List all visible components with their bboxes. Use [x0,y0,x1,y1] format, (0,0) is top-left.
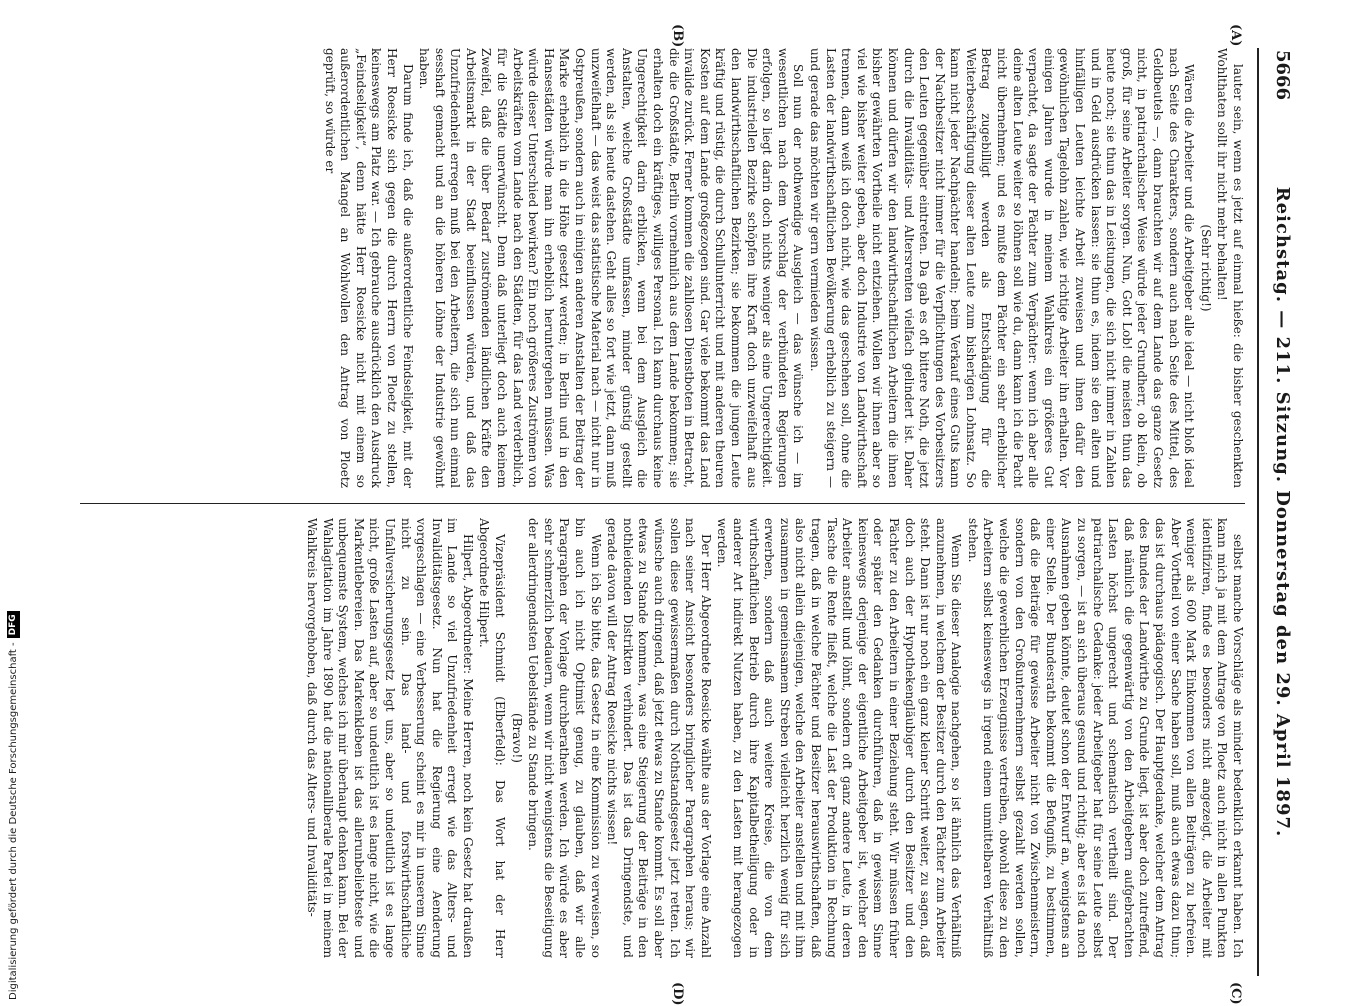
right-paragraph: Der Herr Abgeordnete Roesicke wählte aus der Vorlage eine Anzahl nach seiner Ansicht besonders bringlicher Paragraphen heraus; wir sollen diese gewissermaßen durch Nothstandsgesetz jetzt retten. Ich wünsche auch dringend, daß jetzt etwas zu Stande kommt. Es soll aber etwas zu Stande kommen, was eine Steigerung der Beiträge in den nothleidenden Distrikten verhindert. Das ist das Dringendste, und gerade davon will der Antrag Roesicke nichts wissen! [605,518,713,958]
header-rule [1257,48,1259,976]
newspaper-page [69,24,1301,1006]
dfg-logo: DFG [7,611,20,638]
page-title: Reichstag. — 211. Sitzung. Donnerstag den 29. April 1897. [1272,186,1293,838]
right-paragraph: selbst manche Vorschläge als minder bedenklich erkannt haben. Ich kann mich ja mit dem Antrage von Ploetz auch nicht in allen Punkten identifiziren, finde es besonders nicht angezeigt, die Arbeiter mit weniger als 600 Mark Einkommen von allen Beiträgen zu befreien. Aber Vortheil von einer Sache haben soll, muß auch etwas dazu thun; das ist durchaus pädagogisch. Der Hauptgedanke, welcher dem Antrag des Bundes der Landwirthe zu Grunde liegt, ist aber doch zutreffend, daß nämlich die gegenwärtig von den Arbeitgebern aufgebrachten Lasten höchst ungerecht und schematisch vertheilt sind. Der patriarchalische Gedanke: jeder Arbeitgeber hat für seine Leute selbst zu sorgen, — ist an sich überaus gesund und richtig; aber es ist da noch Ausnahmen geben könnte, deutet schon der Entwurf an, wenigstens an einer Stelle. Der Bundesrath bekommt die Befugniß, zu bestimmen, daß die Beiträge für gewisse Arbeiter nicht von Zwischenmeistern, sondern von den Großunternehmern selbst gezahlt werden sollen, welche die gewerblichen Erzeugnisse vertreiben, obwohl diese zu den Arbeitern selbst keineswegs in irgend einem unmittelbaren Verhältniß stehen. [965,518,1245,958]
right-paragraph: Wenn Sie dieser Analogie nachgehen, so ist ähnlich das Verhältniß anzunehmen, in welchem der Besitzer durch den Pächter zum Arbeiter steht. Dann ist nur noch ein ganz kleiner Schritt weiter, zu sagen, daß doch auch der Hypothekengläubiger durch den Besitzer und den Pächter zu den Arbeitern in einer Beziehung steht. Wir müssen früher oder später den Gedanken durchführen, daß in gewissem Sinne keineswegs derjenige der eigentliche Arbeitgeber ist, welcher den Arbeiter anstellt und löhnt, sondern oft ganz andere Leute, in deren Tasche die Rente fließt, welche die Last der Produktion in Rechnung tragen, daß in welche Pächter und Besitzer herauswirthschaften, daß also nicht allein diejenigen, welche den Arbeiter anstellen und mit ihm zusammen in gemeinsamem Streben vielleicht herzlich wenig für sich erwerben, sondern daß auch weitere Kreise, die von dem wirthschaftlichen Betrieb durch ihre Kapitalbetheiligung oder in anderer Art indirekt Nutzen haben, zu den Lasten mit herangezogen werden. [715,518,964,958]
right-interjection: (Bravo!) [509,713,524,763]
left-paragraph: lauter sein, wenn es jetzt auf einmal hieße: die bisher geschenkten Wohlthaten sollt ihr nicht mehr behalten! [1215,48,1245,488]
margin-marker-d: (D) [670,982,685,1006]
page-number: 5666 [1272,50,1293,101]
right-paragraph: Vizepräsident Schmidt (Elberfeld): Das Wort hat der Herr Abgeordnete Hilpert. [477,518,508,958]
margin-marker-c: (C) [1228,982,1243,1005]
right-column [75,518,1245,958]
left-interjection: (Sehr richtig!) [1198,224,1213,312]
page-header [1259,48,1301,976]
left-paragraph: Wären die Arbeiter und die Arbeitgeber alle ideal — nicht bloß ideal nach Seite des Charakters, sondern auch nach Seite des Mittel, des Geldbeutels —, dann brauchten wir auf dem Lande das ganze Gesetz nicht, in patriarchalischer Weise würde jeder Grundherr, ob klein, ob groß, für seine Arbeiter sorgen. Nun, Gott Lob! die meisten thun das heute noch; sie thun das in Leistungen, die sich nicht immer in Zahlen und in Geld ausdrücken lassen: sie thun es, indem sie den alten und hinfälligen Leuten leichte Arbeit zuweisen und ihnen dafür den gewöhnlichen Tagelohn zahlen, wie richtige Arbeiter ihn erhalten. Vor einigen Jahren wurde in meinem Wahlkreis ein größeres Gut verpachtet, da sagte der Pächter zum Verpächter: wenn ich aber alle deine alten Leute weiter so löhnen soll wie du, dann kann ich die Pacht nicht übernehmen; und es mußte dem Pächter ein sehr erheblicher Betrag zugebilligt werden als Entschädigung für die Weiterbeschäftigung dieser alten Leute zum bisherigen Lohnsatz. So kann nicht jeder Nachpächter handeln; beim Verkauf eines Guts kann der Nachbesitzer nicht immer für die Verpflichtungen des Vorbesitzers den Leuten gegenüber eintreten. Da gab es oft bittere Noth, die jetzt durch die Invaliditäts- und Altersrenten vielfach gelindert ist. Daher können und dürfen wir den landwirthschaftlichen Arbeitern die ihnen bisher gewährten Vortheile nicht entziehen. Wollen wir ihnen aber so viel wie bisher weiter geben, aber doch Industrie von Landwirthschaft trennen, dann weiß ich doch nicht, wie das geschehen soll, ohne die Lasten der landwirthschaftlichen Bevölkerung erheblich zu steigern — und gerade das möchten wir gern vermieden wissen. [807,48,1197,488]
right-paragraph: Hilpert, Abgeordneter: Meine Herren, noch kein Gesetz hat draußen im Lande so viel Unzufriedenheit erregt wie das Alters- und Invaliditätsgesetz. Nun hat die Regierung eine Aenderung vorgeschlagen — eine Verbesserung scheint es mir in unserem Sinne nicht zu sein. Das land- und forstwirthschaftliche Unfallversicherungsgesetz legt uns, aber so undeutlich ist es lange nicht, große Lasten auf, aber so undeutlich ist es lange nicht, wie die Markentlebereien. Das Markenkleben ist das allerunbeliebteste und unbequemste System, welches ich mir überhaupt denken kann. Bei der Wahlagitation im Jahre 1890 hat die nationalliberale Partei in meinem Wahlkreis hervorgehoben, daß durch das Alters- und Invaliditäts- [304,518,475,958]
column-divider [80,503,1245,504]
left-paragraph: Darum finde ich, daß die außerordentliche Feindseligkeit, mit der Herr Roesicke sich gegen die durch Herrn von Ploetz zu stellen, keineswegs am Platz war. — Ich gebrauche ausdrücklich den Ausdruck „Feindseligkeit“, denn hätte Herr Roesicke nicht mit einem so außerordentlichen Mangel an Wohlwollen den Antrag von Ploetz geprüft, so würde er [322,48,415,488]
credit-text: Digitalisierung gefördert durch die Deutsche Forschungsgemeinschaft - [7,642,19,1000]
right-paragraph: Wenn ich Sie bitte, das Gesetz in eine Kommission zu verweisen, so bin auch ich nicht Optimist genug, zu glauben, daß wir alle Paragraphen der Vorlage durchberathen werden. Ich würde es aber sehr schmerzlich bedauern, wenn wir nicht wenigstens die Beseitigung der allerdringendsten Uebelstände zu Stande bringen. [526,518,603,958]
left-paragraph: Soll nun der nothwendige Ausgleich — das wünsche ich — im wesentlichen nach dem Vorschlag der verbündeten Regierungen erfolgen, so liegt darin doch nichts weniger als eine Ungerechtigkeit. Die industriellen Bezirke schöpfen ihre Kraft doch unzweifelhaft aus den landwirthschaftlichen Bezirken; sie bekommen die jungen Leute kräftig und rüstig, die durch Schullunterricht und mit anderen theuren Kosten auf dem Lande großgezogen sind. Gar viele bekommt das Land invalide zurück. Ferner kommen die zahllosen Dienstboten in Betracht, die die Großstädte, Berlin vornehmlich aus dem Lande bekommen; sie erhalten doch ein kräftiges, williges Personal. Ich kann durchaus keine Ungerechtigkeit darin erblicken, wenn bei dem Ausgleich die Anstalten, welche Großstädte umfassen, minder günstig gestellt werden, als sie heute dastehen. Geht alles so fort wie jetzt, dann muß unzweifelhaft — das weist das statistische Material nach — nicht nur in Ostpreußen, sondern auch in einigen anderen Anstalten der Beitrag der Marke erheblich in die Höhe gesetzt werden; in Berlin und in den Hansestädten würde man ihn erheblich heruntergehen müssen. Was würde dieser Unterschied bewirken? Ein noch größeres Zuströmen von Arbeitskräften vom Lande nach den Städten, für das Land verderblich, für die Städte unerwünscht. Denn daß unterliegt doch auch keinem Zweifel, daß die über Bedarf zuströmenden ländlichen Kräfte den Arbeitsmarkt in der Stadt beeinflussen würden, und daß das Unzufriedenheit erregen muß bei den Arbeitern, die sich nun einmal sesshaft gemacht und an die höheren Löhne der Industrie gewöhnt haben. [417,48,806,488]
left-column [75,48,1245,488]
margin-marker-a: (A) [1228,24,1243,47]
digitization-credit [6,614,20,1000]
margin-marker-b: (B) [670,24,685,48]
